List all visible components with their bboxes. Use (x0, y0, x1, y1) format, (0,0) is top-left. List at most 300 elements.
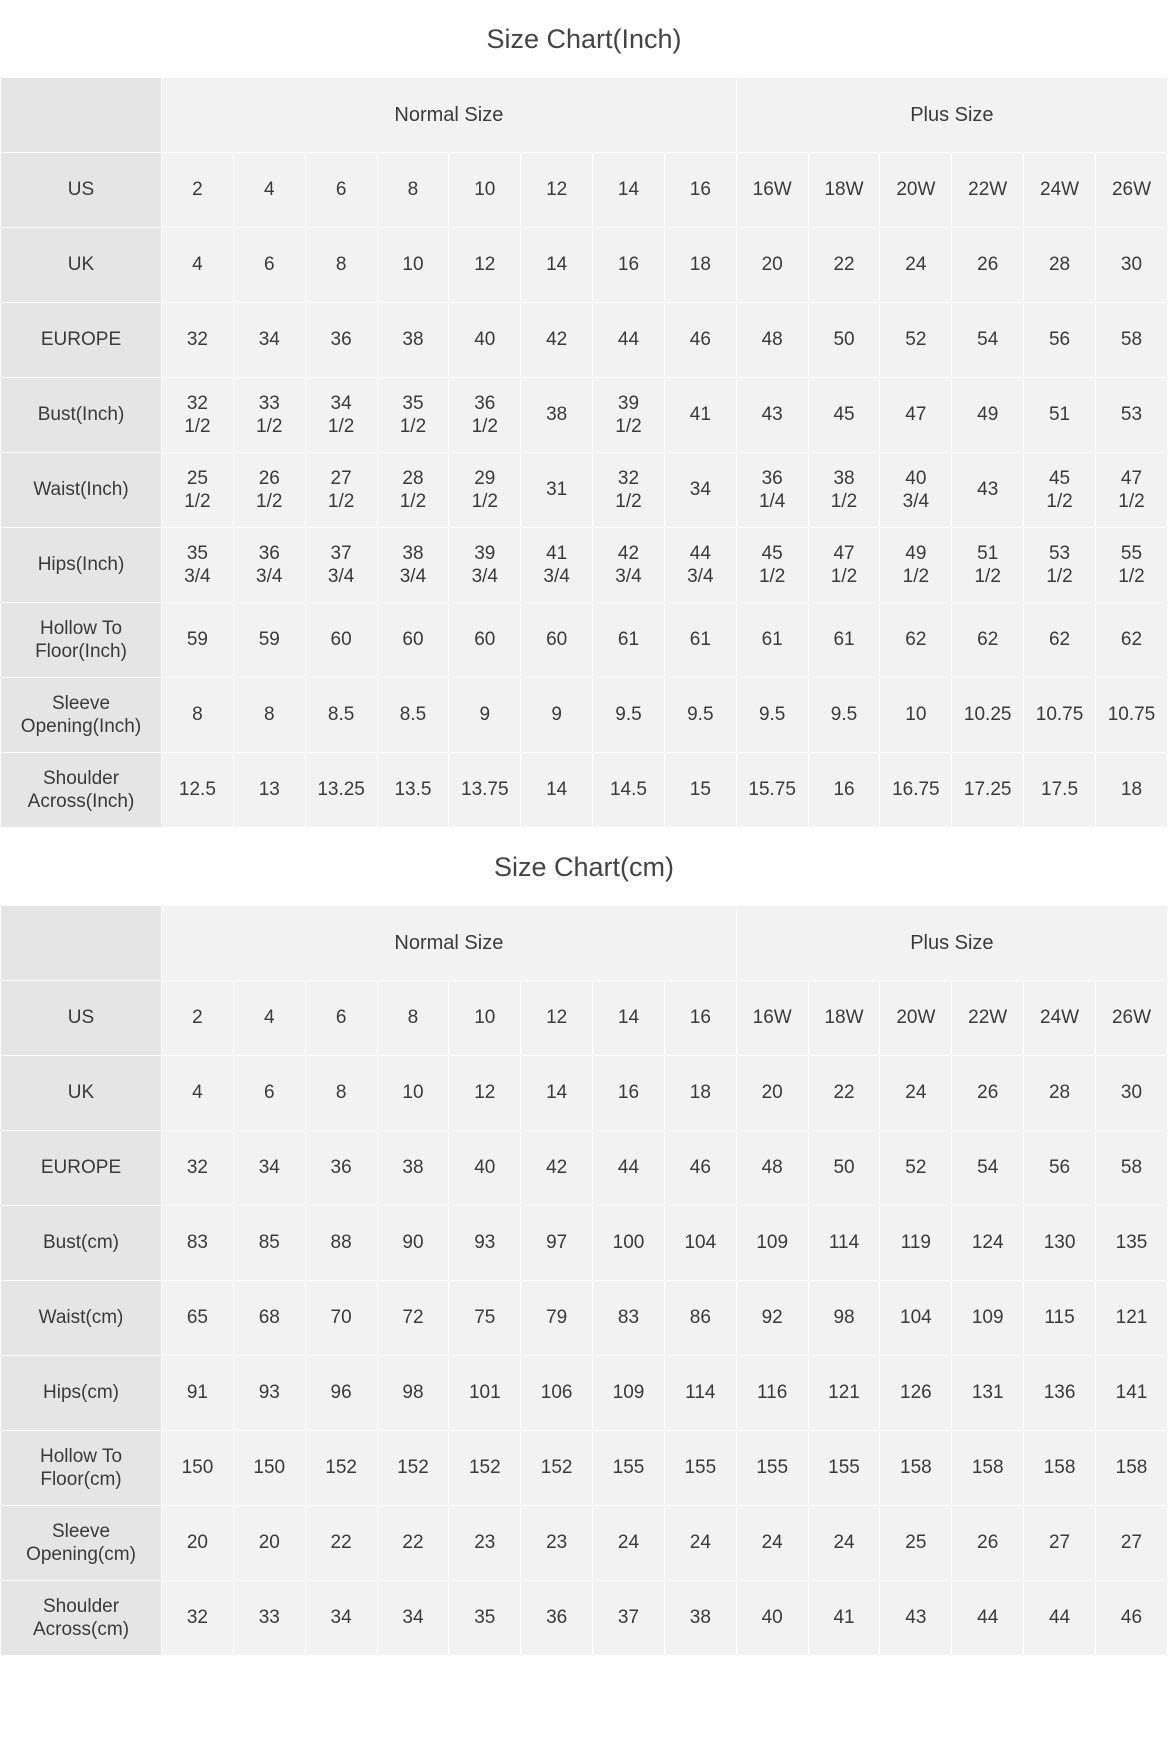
measurement-cell: 37 (593, 1581, 665, 1656)
measurement-cell: 8.5 (305, 678, 377, 753)
measurement-cell: 32 (162, 1131, 234, 1206)
measurement-cell: 109 (952, 1281, 1024, 1356)
measurement-cell: 10.75 (1024, 678, 1096, 753)
measurement-cell: 13.75 (449, 753, 521, 828)
measurement-cell: 131 (952, 1356, 1024, 1431)
table-row (1, 753, 1168, 828)
measurement-cell: 60 (521, 603, 593, 678)
measurement-cell: 150 (233, 1431, 305, 1506)
measurement-cell: 46 (664, 1131, 736, 1206)
measurement-cell: 56 (1024, 1131, 1096, 1206)
table-row (1, 981, 1168, 1056)
measurement-cell: 39 1/2 (593, 378, 665, 453)
table-row (1, 1281, 1168, 1356)
measurement-cell: 43 (880, 1581, 952, 1656)
measurement-cell: 58 (1095, 1131, 1167, 1206)
measurement-cell: 20 (162, 1506, 234, 1581)
row-header-cell: Hollow To Floor(Inch) (1, 603, 162, 678)
measurement-cell: 14 (593, 981, 665, 1056)
measurement-cell: 6 (305, 153, 377, 228)
measurement-cell: 33 (233, 1581, 305, 1656)
measurement-cell: 62 (1095, 603, 1167, 678)
measurement-cell: 13 (233, 753, 305, 828)
measurement-cell: 32 1/2 (593, 453, 665, 528)
measurement-cell: 41 (664, 378, 736, 453)
table-row (1, 1206, 1168, 1281)
measurement-cell: 152 (305, 1431, 377, 1506)
measurement-cell: 38 (377, 303, 449, 378)
measurement-cell: 98 (377, 1356, 449, 1431)
measurement-cell: 114 (808, 1206, 880, 1281)
measurement-cell: 45 1/2 (1024, 453, 1096, 528)
measurement-cell: 98 (808, 1281, 880, 1356)
measurement-cell: 40 (449, 1131, 521, 1206)
measurement-cell: 12 (521, 153, 593, 228)
measurement-cell: 38 (377, 1131, 449, 1206)
measurement-cell: 59 (233, 603, 305, 678)
table-corner-cell (1, 906, 162, 981)
measurement-cell: 38 3/4 (377, 528, 449, 603)
measurement-cell: 26 (952, 1056, 1024, 1131)
row-header-cell: Shoulder Across(Inch) (1, 753, 162, 828)
measurement-cell: 44 (1024, 1581, 1096, 1656)
measurement-cell: 35 (449, 1581, 521, 1656)
table-group-header: Normal Size (162, 906, 737, 981)
measurement-cell: 85 (233, 1206, 305, 1281)
measurement-cell: 38 (521, 378, 593, 453)
measurement-cell: 24 (736, 1506, 808, 1581)
measurement-cell: 15 (664, 753, 736, 828)
measurement-cell: 124 (952, 1206, 1024, 1281)
measurement-cell: 32 1/2 (162, 378, 234, 453)
measurement-cell: 23 (521, 1506, 593, 1581)
measurement-cell: 100 (593, 1206, 665, 1281)
measurement-cell: 68 (233, 1281, 305, 1356)
measurement-cell: 104 (880, 1281, 952, 1356)
measurement-cell: 104 (664, 1206, 736, 1281)
measurement-cell: 53 (1095, 378, 1167, 453)
measurement-cell: 10.75 (1095, 678, 1167, 753)
measurement-cell: 8 (233, 678, 305, 753)
measurement-cell: 24 (808, 1506, 880, 1581)
table-row (1, 303, 1168, 378)
measurement-cell: 79 (521, 1281, 593, 1356)
measurement-cell: 10 (377, 1056, 449, 1131)
measurement-cell: 18 (1095, 753, 1167, 828)
measurement-cell: 20 (736, 228, 808, 303)
measurement-cell: 53 1/2 (1024, 528, 1096, 603)
measurement-cell: 40 (449, 303, 521, 378)
measurement-cell: 92 (736, 1281, 808, 1356)
measurement-cell: 20 (736, 1056, 808, 1131)
measurement-cell: 155 (736, 1431, 808, 1506)
measurement-cell: 20 (233, 1506, 305, 1581)
chart-title: Size Chart(cm) (0, 828, 1168, 905)
row-header-cell: Hollow To Floor(cm) (1, 1431, 162, 1506)
measurement-cell: 22 (808, 1056, 880, 1131)
measurement-cell: 47 (880, 378, 952, 453)
measurement-cell: 86 (664, 1281, 736, 1356)
measurement-cell: 28 (1024, 228, 1096, 303)
row-header-cell: UK (1, 228, 162, 303)
measurement-cell: 83 (162, 1206, 234, 1281)
measurement-cell: 16 (593, 228, 665, 303)
measurement-cell: 25 (880, 1506, 952, 1581)
measurement-cell: 30 (1095, 228, 1167, 303)
measurement-cell: 52 (880, 303, 952, 378)
measurement-cell: 38 1/2 (808, 453, 880, 528)
measurement-cell: 9.5 (593, 678, 665, 753)
measurement-cell: 32 (162, 1581, 234, 1656)
measurement-cell: 41 3/4 (521, 528, 593, 603)
row-header-cell: Waist(Inch) (1, 453, 162, 528)
measurement-cell: 28 (1024, 1056, 1096, 1131)
measurement-cell: 130 (1024, 1206, 1096, 1281)
measurement-cell: 10 (880, 678, 952, 753)
measurement-cell: 33 1/2 (233, 378, 305, 453)
measurement-cell: 15.75 (736, 753, 808, 828)
measurement-cell: 23 (449, 1506, 521, 1581)
measurement-cell: 97 (521, 1206, 593, 1281)
measurement-cell: 6 (233, 1056, 305, 1131)
measurement-cell: 45 (808, 378, 880, 453)
measurement-cell: 36 3/4 (233, 528, 305, 603)
measurement-cell: 152 (521, 1431, 593, 1506)
measurement-cell: 16.75 (880, 753, 952, 828)
measurement-cell: 51 (1024, 378, 1096, 453)
measurement-cell: 101 (449, 1356, 521, 1431)
measurement-cell: 93 (233, 1356, 305, 1431)
measurement-cell: 88 (305, 1206, 377, 1281)
measurement-cell: 10.25 (952, 678, 1024, 753)
measurement-cell: 54 (952, 1131, 1024, 1206)
measurement-cell: 2 (162, 981, 234, 1056)
row-header-cell: EUROPE (1, 1131, 162, 1206)
measurement-cell: 62 (952, 603, 1024, 678)
measurement-cell: 18 (664, 1056, 736, 1131)
measurement-cell: 36 (305, 1131, 377, 1206)
measurement-cell: 70 (305, 1281, 377, 1356)
measurement-cell: 62 (880, 603, 952, 678)
table-row (1, 453, 1168, 528)
measurement-cell: 22W (952, 981, 1024, 1056)
measurement-cell: 115 (1024, 1281, 1096, 1356)
measurement-cell: 24W (1024, 153, 1096, 228)
measurement-cell: 35 3/4 (162, 528, 234, 603)
table-corner-cell (1, 78, 162, 153)
measurement-cell: 12 (449, 1056, 521, 1131)
measurement-cell: 29 1/2 (449, 453, 521, 528)
table-group-header-row (1, 906, 1168, 981)
measurement-cell: 141 (1095, 1356, 1167, 1431)
measurement-cell: 26 1/2 (233, 453, 305, 528)
table-row (1, 1131, 1168, 1206)
measurement-cell: 9 (521, 678, 593, 753)
measurement-cell: 42 (521, 303, 593, 378)
row-header-cell: Hips(Inch) (1, 528, 162, 603)
measurement-cell: 52 (880, 1131, 952, 1206)
measurement-cell: 26 (952, 1506, 1024, 1581)
measurement-cell: 51 1/2 (952, 528, 1024, 603)
measurement-cell: 54 (952, 303, 1024, 378)
measurement-cell: 46 (664, 303, 736, 378)
measurement-cell: 38 (664, 1581, 736, 1656)
measurement-cell: 45 1/2 (736, 528, 808, 603)
measurement-cell: 40 (736, 1581, 808, 1656)
table-row (1, 678, 1168, 753)
table-row (1, 1356, 1168, 1431)
measurement-cell: 34 1/2 (305, 378, 377, 453)
row-header-cell: Sleeve Opening(cm) (1, 1506, 162, 1581)
measurement-cell: 16W (736, 981, 808, 1056)
measurement-cell: 18 (664, 228, 736, 303)
measurement-cell: 10 (449, 153, 521, 228)
measurement-cell: 9 (449, 678, 521, 753)
measurement-cell: 8 (305, 1056, 377, 1131)
measurement-cell: 121 (808, 1356, 880, 1431)
measurement-cell: 27 1/2 (305, 453, 377, 528)
measurement-cell: 44 (593, 303, 665, 378)
table-group-header-row (1, 78, 1168, 153)
measurement-cell: 37 3/4 (305, 528, 377, 603)
measurement-cell: 40 3/4 (880, 453, 952, 528)
measurement-cell: 35 1/2 (377, 378, 449, 453)
measurement-cell: 27 (1095, 1506, 1167, 1581)
measurement-cell: 4 (162, 228, 234, 303)
measurement-cell: 44 3/4 (664, 528, 736, 603)
measurement-cell: 136 (1024, 1356, 1096, 1431)
measurement-cell: 27 (1024, 1506, 1096, 1581)
measurement-cell: 14.5 (593, 753, 665, 828)
measurement-cell: 158 (952, 1431, 1024, 1506)
bottom-spacer (0, 1656, 1168, 1686)
measurement-cell: 50 (808, 1131, 880, 1206)
measurement-cell: 49 1/2 (880, 528, 952, 603)
measurement-cell: 12.5 (162, 753, 234, 828)
measurement-cell: 59 (162, 603, 234, 678)
measurement-cell: 26W (1095, 981, 1167, 1056)
measurement-cell: 14 (521, 228, 593, 303)
measurement-cell: 75 (449, 1281, 521, 1356)
measurement-cell: 34 (377, 1581, 449, 1656)
measurement-cell: 119 (880, 1206, 952, 1281)
measurement-cell: 14 (593, 153, 665, 228)
row-header-cell: Shoulder Across(cm) (1, 1581, 162, 1656)
measurement-cell: 8 (377, 153, 449, 228)
row-header-cell: Bust(cm) (1, 1206, 162, 1281)
measurement-cell: 22W (952, 153, 1024, 228)
measurement-cell: 42 3/4 (593, 528, 665, 603)
measurement-cell: 55 1/2 (1095, 528, 1167, 603)
measurement-cell: 158 (1095, 1431, 1167, 1506)
measurement-cell: 34 (305, 1581, 377, 1656)
row-header-cell: US (1, 153, 162, 228)
measurement-cell: 26 (952, 228, 1024, 303)
table-row (1, 153, 1168, 228)
measurement-cell: 72 (377, 1281, 449, 1356)
measurement-cell: 16 (664, 981, 736, 1056)
measurement-cell: 43 (952, 453, 1024, 528)
table-row (1, 1506, 1168, 1581)
measurement-cell: 12 (521, 981, 593, 1056)
measurement-cell: 8.5 (377, 678, 449, 753)
measurement-cell: 61 (593, 603, 665, 678)
table-row (1, 528, 1168, 603)
measurement-cell: 24 (880, 1056, 952, 1131)
measurement-cell: 20W (880, 153, 952, 228)
measurement-cell: 8 (162, 678, 234, 753)
measurement-cell: 31 (521, 453, 593, 528)
measurement-cell: 109 (736, 1206, 808, 1281)
measurement-cell: 152 (377, 1431, 449, 1506)
measurement-cell: 16W (736, 153, 808, 228)
measurement-cell: 22 (808, 228, 880, 303)
measurement-cell: 20W (880, 981, 952, 1056)
measurement-cell: 46 (1095, 1581, 1167, 1656)
measurement-cell: 44 (593, 1131, 665, 1206)
measurement-cell: 26W (1095, 153, 1167, 228)
measurement-cell: 4 (233, 981, 305, 1056)
measurement-cell: 109 (593, 1356, 665, 1431)
measurement-cell: 135 (1095, 1206, 1167, 1281)
measurement-cell: 36 1/2 (449, 378, 521, 453)
measurement-cell: 48 (736, 303, 808, 378)
measurement-cell: 16 (808, 753, 880, 828)
measurement-cell: 12 (449, 228, 521, 303)
measurement-cell: 16 (593, 1056, 665, 1131)
measurement-cell: 24 (880, 228, 952, 303)
measurement-cell: 6 (305, 981, 377, 1056)
measurement-cell: 32 (162, 303, 234, 378)
measurement-cell: 96 (305, 1356, 377, 1431)
measurement-cell: 14 (521, 753, 593, 828)
measurement-cell: 18W (808, 153, 880, 228)
measurement-cell: 47 1/2 (1095, 453, 1167, 528)
measurement-cell: 106 (521, 1356, 593, 1431)
measurement-cell: 28 1/2 (377, 453, 449, 528)
measurement-cell: 114 (664, 1356, 736, 1431)
row-header-cell: EUROPE (1, 303, 162, 378)
measurement-cell: 83 (593, 1281, 665, 1356)
measurement-cell: 61 (808, 603, 880, 678)
measurement-cell: 93 (449, 1206, 521, 1281)
measurement-cell: 34 (664, 453, 736, 528)
measurement-cell: 60 (305, 603, 377, 678)
table-row (1, 1056, 1168, 1131)
measurement-cell: 13.25 (305, 753, 377, 828)
measurement-cell: 10 (449, 981, 521, 1056)
measurement-cell: 39 3/4 (449, 528, 521, 603)
row-header-cell: Bust(Inch) (1, 378, 162, 453)
measurement-cell: 49 (952, 378, 1024, 453)
table-row (1, 1431, 1168, 1506)
measurement-cell: 41 (808, 1581, 880, 1656)
measurement-cell: 36 1/4 (736, 453, 808, 528)
measurement-cell: 61 (736, 603, 808, 678)
table-group-header: Plus Size (736, 78, 1167, 153)
row-header-cell: Hips(cm) (1, 1356, 162, 1431)
measurement-cell: 60 (377, 603, 449, 678)
measurement-cell: 22 (377, 1506, 449, 1581)
measurement-cell: 60 (449, 603, 521, 678)
measurement-cell: 150 (162, 1431, 234, 1506)
measurement-cell: 30 (1095, 1056, 1167, 1131)
row-header-cell: UK (1, 1056, 162, 1131)
measurement-cell: 8 (305, 228, 377, 303)
measurement-cell: 56 (1024, 303, 1096, 378)
table-row (1, 378, 1168, 453)
measurement-cell: 50 (808, 303, 880, 378)
measurement-cell: 14 (521, 1056, 593, 1131)
measurement-cell: 9.5 (664, 678, 736, 753)
table-row (1, 603, 1168, 678)
measurement-cell: 17.25 (952, 753, 1024, 828)
size-chart-table (0, 905, 1168, 1656)
measurement-cell: 91 (162, 1356, 234, 1431)
measurement-cell: 4 (162, 1056, 234, 1131)
measurement-cell: 9.5 (808, 678, 880, 753)
measurement-cell: 10 (377, 228, 449, 303)
measurement-cell: 34 (233, 303, 305, 378)
measurement-cell: 24 (664, 1506, 736, 1581)
measurement-cell: 13.5 (377, 753, 449, 828)
measurement-cell: 36 (305, 303, 377, 378)
row-header-cell: Waist(cm) (1, 1281, 162, 1356)
measurement-cell: 90 (377, 1206, 449, 1281)
measurement-cell: 126 (880, 1356, 952, 1431)
measurement-cell: 42 (521, 1131, 593, 1206)
measurement-cell: 34 (233, 1131, 305, 1206)
row-header-cell: Sleeve Opening(Inch) (1, 678, 162, 753)
table-row (1, 1581, 1168, 1656)
measurement-cell: 24W (1024, 981, 1096, 1056)
measurement-cell: 47 1/2 (808, 528, 880, 603)
measurement-cell: 65 (162, 1281, 234, 1356)
table-row (1, 228, 1168, 303)
measurement-cell: 155 (593, 1431, 665, 1506)
table-group-header: Plus Size (736, 906, 1167, 981)
measurement-cell: 17.5 (1024, 753, 1096, 828)
measurement-cell: 16 (664, 153, 736, 228)
table-group-header: Normal Size (162, 78, 737, 153)
measurement-cell: 116 (736, 1356, 808, 1431)
measurement-cell: 152 (449, 1431, 521, 1506)
measurement-cell: 36 (521, 1581, 593, 1656)
measurement-cell: 62 (1024, 603, 1096, 678)
measurement-cell: 48 (736, 1131, 808, 1206)
measurement-cell: 2 (162, 153, 234, 228)
row-header-cell: US (1, 981, 162, 1056)
measurement-cell: 18W (808, 981, 880, 1056)
measurement-cell: 9.5 (736, 678, 808, 753)
measurement-cell: 121 (1095, 1281, 1167, 1356)
measurement-cell: 158 (1024, 1431, 1096, 1506)
measurement-cell: 6 (233, 228, 305, 303)
measurement-cell: 22 (305, 1506, 377, 1581)
measurement-cell: 44 (952, 1581, 1024, 1656)
size-chart-table (0, 77, 1168, 828)
measurement-cell: 61 (664, 603, 736, 678)
measurement-cell: 58 (1095, 303, 1167, 378)
measurement-cell: 43 (736, 378, 808, 453)
measurement-cell: 155 (808, 1431, 880, 1506)
measurement-cell: 4 (233, 153, 305, 228)
measurement-cell: 155 (664, 1431, 736, 1506)
measurement-cell: 158 (880, 1431, 952, 1506)
measurement-cell: 24 (593, 1506, 665, 1581)
measurement-cell: 8 (377, 981, 449, 1056)
measurement-cell: 25 1/2 (162, 453, 234, 528)
